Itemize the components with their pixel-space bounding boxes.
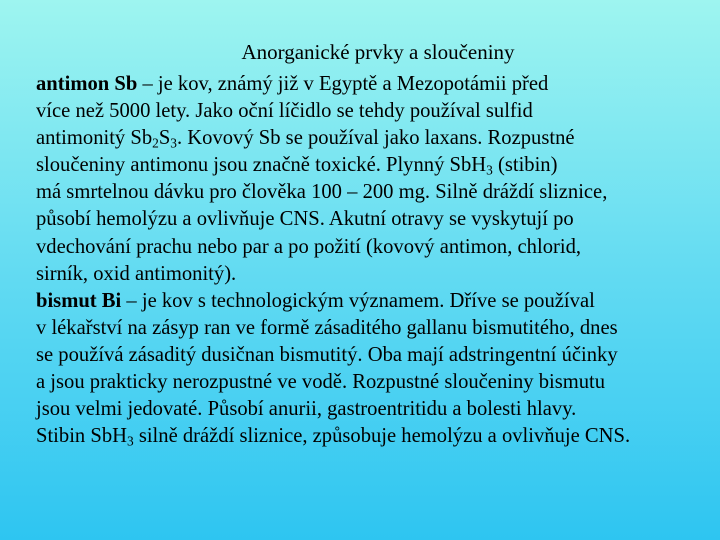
- line-text: – je kov s technologickým významem. Dříve se používal: [121, 289, 595, 312]
- line-text: sloučeniny antimonu jsou značně toxické. Plynný SbH: [36, 154, 487, 177]
- line-text: má smrtelnou dávku pro člověka 100 – 200 mg. Silně dráždí sliznice,: [36, 181, 608, 204]
- line-text: . Kovový Sb se používal jako laxans. Rozpustné: [176, 127, 575, 150]
- line-text: silně dráždí sliznice, způsobuje hemolýzu a ovlivňuje CNS.: [133, 425, 631, 448]
- slide-title: Anorganické prvky a sloučeniny: [241, 40, 515, 64]
- body-line: [36, 98, 720, 125]
- line-text: se používá zásaditý dusičnan bismutitý. Oba mají adstringentní účinky: [36, 343, 618, 366]
- body-line: [36, 261, 720, 288]
- body-line: [36, 234, 720, 261]
- term-bismut: bismut Bi: [36, 289, 122, 312]
- line-text: (stibin): [492, 154, 558, 177]
- body-line: [36, 396, 720, 423]
- subscript: 3: [170, 135, 177, 151]
- subscript: 2: [152, 135, 159, 151]
- line-text: a jsou prakticky nerozpustné ve vodě. Rozpustné sloučeniny bismutu: [36, 371, 606, 394]
- body-line: [36, 315, 720, 342]
- body-line: [36, 342, 720, 369]
- line-text: – je kov, známý již v Egyptě a Mezopotámii před: [137, 73, 549, 95]
- body-line: [36, 152, 720, 179]
- body-line: [36, 206, 720, 233]
- body-line: [36, 369, 720, 396]
- body-line: [36, 179, 720, 206]
- body-line: [36, 71, 720, 98]
- line-text: v lékařství na zásyp ran ve formě zásaditého gallanu bismutitého, dnes: [36, 316, 618, 339]
- slide-body: [36, 71, 720, 450]
- subscript: 3: [486, 162, 493, 178]
- line-text: antimonitý Sb: [36, 127, 153, 150]
- body-line: [36, 288, 720, 315]
- line-text: působí hemolýzu a ovlivňuje CNS. Akutní otravy se vyskytují po: [36, 208, 574, 231]
- line-text: vdechování prachu nebo par a po požití (kovový antimon, chlorid,: [36, 235, 582, 258]
- line-text: S: [158, 127, 171, 150]
- body-line: [36, 423, 720, 450]
- line-text: sirník, oxid antimonitý).: [36, 262, 237, 285]
- line-text: jsou velmi jedovaté. Působí anurii, gastroentritidu a bolesti hlavy.: [36, 398, 577, 421]
- line-text: více než 5000 lety. Jako oční líčidlo se tehdy používal sulfid: [36, 100, 533, 123]
- body-line: [36, 125, 720, 152]
- term-antimon: antimon Sb: [36, 73, 138, 95]
- line-text: Stibin SbH: [36, 425, 127, 448]
- subscript: 3: [126, 433, 134, 449]
